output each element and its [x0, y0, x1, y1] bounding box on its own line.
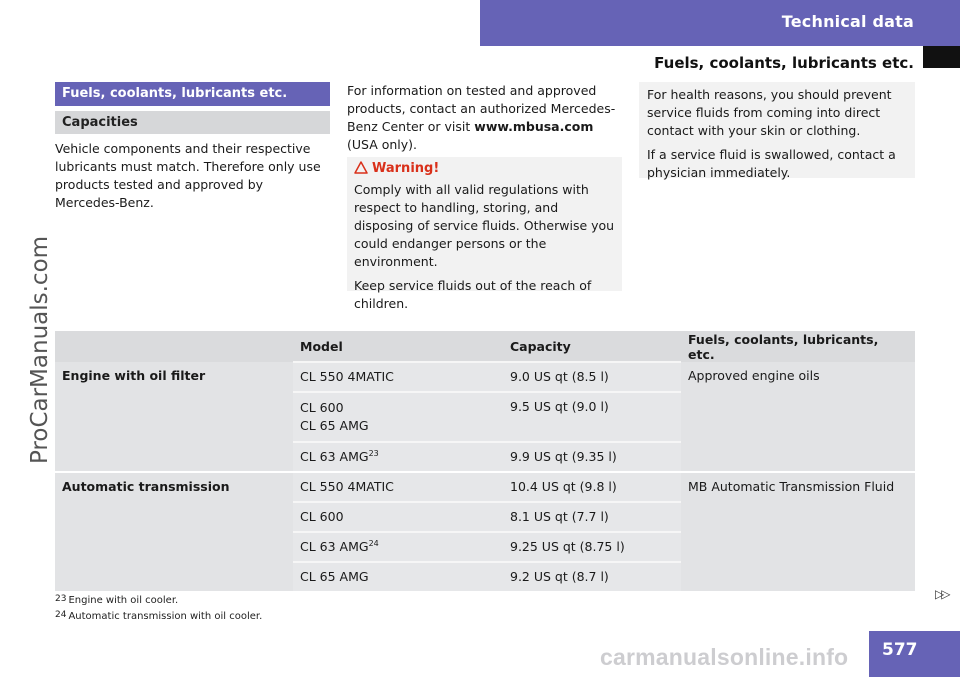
engine-capacity: 9.0 US qt (8.5 l) [503, 362, 681, 392]
transmission-model [293, 532, 503, 562]
transmission-model: CL 600 [293, 502, 503, 532]
health-note-1: For health reasons, you should prevent service fluids from coming into direct contact with your skin or clothing. [647, 87, 892, 138]
transmission-capacity: 8.1 US qt (7.7 l) [503, 502, 681, 532]
transmission-fluid: MB Automatic Transmission Fluid [681, 472, 915, 591]
footnote-23 [55, 594, 178, 606]
capacities-table [55, 331, 915, 591]
warning-text-1: Comply with all valid regulations with respect to handling, storing, and disposing of service fluids. Otherwise you could endanger persons or the environment. [354, 182, 615, 269]
info-paragraph [347, 82, 625, 160]
page-number: 577 [869, 631, 960, 677]
intro-text: Vehicle components and their respective lubricants must match. Therefore only use products tested and approved by Mercedes-Benz. [55, 141, 321, 210]
engine-model [293, 442, 503, 472]
engine-category: Engine with oil filter [55, 362, 293, 472]
warning-title-text: Warning! [372, 161, 440, 176]
footnote-ref: 24 [368, 539, 379, 548]
table-row [55, 472, 915, 502]
engine-capacity: 9.5 US qt (9.0 l) [503, 392, 681, 442]
warning-text-2: Keep service fluids out of the reach of children. [354, 278, 592, 311]
engine-model-line1: CL 600 [300, 400, 344, 415]
intro-paragraph [55, 140, 330, 218]
engine-capacity: 9.9 US qt (9.35 l) [503, 442, 681, 472]
capacities-heading: Capacities [55, 111, 330, 134]
footnote-number: 24 [55, 610, 67, 620]
warning-box [347, 157, 622, 311]
transmission-capacity: 10.4 US qt (9.8 l) [503, 472, 681, 502]
footer-watermark: carmanualsonline.info [600, 644, 849, 670]
page-subtitle: Fuels, coolants, lubricants etc. [654, 54, 914, 72]
footnote-text: Engine with oil cooler. [68, 595, 179, 606]
mbusa-link[interactable]: www.mbusa.com [474, 119, 594, 134]
transmission-capacity: 9.25 US qt (8.75 l) [503, 532, 681, 562]
header-capacity: Capacity [503, 331, 681, 362]
header-model: Model [293, 331, 503, 362]
footnote-ref: 23 [368, 449, 379, 458]
health-note-box [639, 82, 915, 178]
engine-model: CL 550 4MATIC [293, 362, 503, 392]
engine-model-line2: CL 65 AMG [300, 418, 369, 433]
header-category [55, 331, 293, 362]
transmission-model: CL 550 4MATIC [293, 472, 503, 502]
footnote-text: Automatic transmission with oil cooler. [68, 611, 263, 622]
transmission-model: CL 65 AMG [293, 562, 503, 591]
health-note-2: If a service fluid is swallowed, contact a physician immediately. [647, 147, 896, 180]
engine-model [293, 392, 503, 442]
transmission-capacity: 9.2 US qt (8.7 l) [503, 562, 681, 591]
header-black-marker [923, 46, 960, 68]
info-text-before: For information on tested and approved products, contact an authorized Mercedes-Benz Center or visit [347, 83, 616, 134]
sidebar-watermark: ProCarManuals.com [27, 235, 53, 465]
chapter-tab: Technical data [480, 0, 960, 46]
warning-triangle-icon [354, 161, 368, 174]
info-text-after: (USA only). [347, 137, 418, 152]
header-fluid: Fuels, coolants, lubricants, etc. [681, 331, 915, 362]
model-name: CL 63 AMG [300, 539, 369, 554]
model-name: CL 63 AMG [300, 449, 369, 464]
footnote-24 [55, 610, 262, 622]
transmission-category: Automatic transmission [55, 472, 293, 591]
section-heading: Fuels, coolants, lubricants etc. [55, 82, 330, 106]
footnote-number: 23 [55, 594, 67, 604]
continued-arrow-icon: ▷▷ [935, 587, 948, 601]
engine-fluid: Approved engine oils [681, 362, 915, 472]
table-header-row [55, 331, 915, 362]
table-row [55, 362, 915, 392]
warning-title [354, 160, 615, 178]
